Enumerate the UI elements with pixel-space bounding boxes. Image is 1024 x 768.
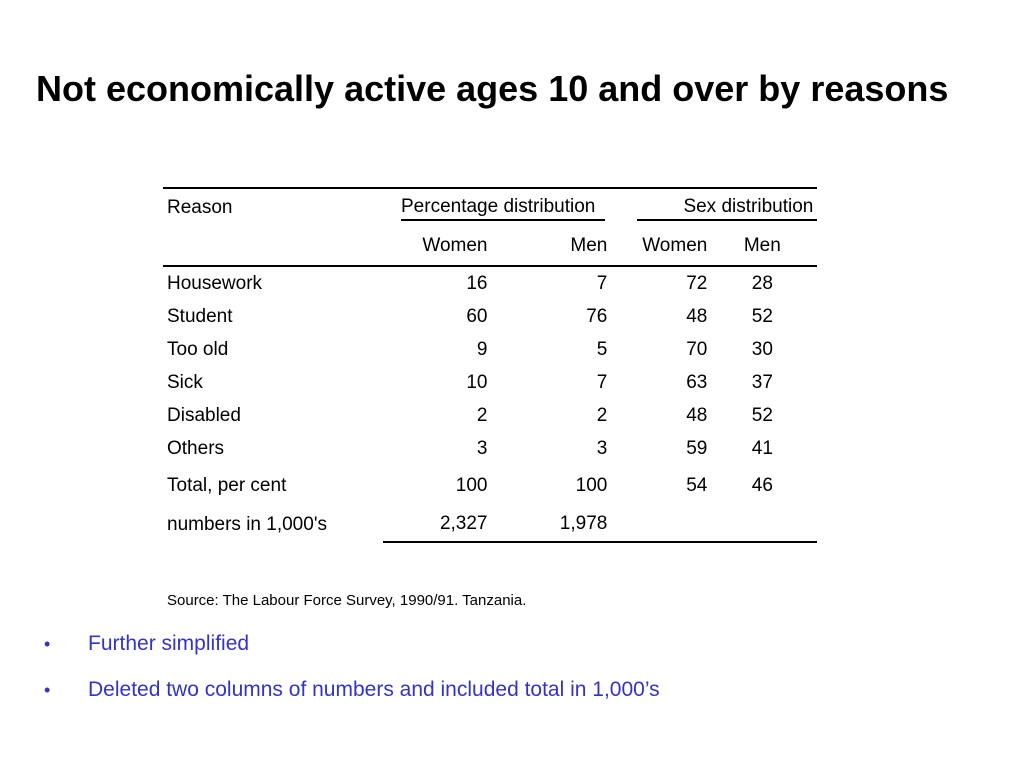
table-total-row: Total, per cent 100 100 54 46 [167, 475, 773, 496]
table-row: Disabled 2 2 48 52 [167, 404, 773, 426]
header-pct-men: Men [487, 227, 607, 266]
list-item: • Further simplified [44, 628, 660, 674]
table-header-row [163, 188, 817, 227]
header-sex-distribution: Sex distribution [607, 188, 817, 227]
data-table [163, 187, 817, 543]
table-row: Student 60 76 48 52 [167, 305, 773, 327]
bullet-icon: • [44, 634, 51, 654]
header-sex-women: Women [607, 227, 707, 266]
header-pct-women: Women [383, 227, 487, 266]
table-row: Too old 9 5 70 30 [167, 338, 773, 360]
table-row: Sick 10 7 63 37 [167, 371, 773, 393]
slide-title: Not economically active ages 10 and over by reasons [36, 68, 949, 109]
table-numbers-row: numbers in 1,000's 2,327 1,978 [163, 507, 817, 542]
table-subheader-row [163, 227, 817, 266]
header-reason: Reason [163, 188, 383, 227]
list-item: • Deleted two columns of numbers and included total in 1,000’s [44, 674, 660, 720]
source-note: Source: The Labour Force Survey, 1990/91. Tanzania. [167, 592, 527, 609]
table-row: Others 3 3 59 41 [167, 437, 773, 459]
header-sex-men: Men [707, 227, 817, 266]
bullet-icon: • [44, 680, 51, 700]
table-row: Housework 16 7 72 28 [167, 272, 773, 294]
header-percentage-distribution: Percentage distribution [383, 188, 607, 227]
bullet-list [44, 628, 660, 720]
